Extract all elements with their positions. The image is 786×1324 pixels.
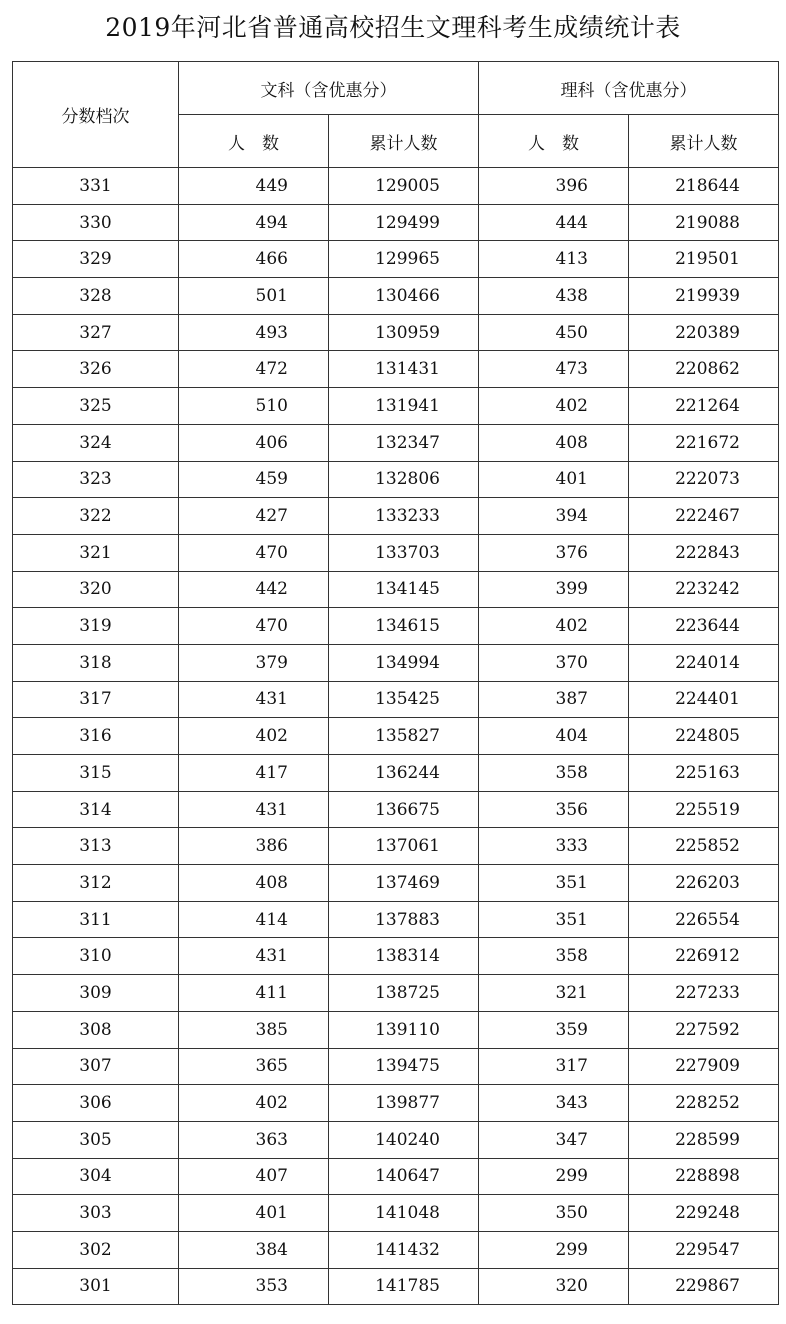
table-row xyxy=(13,498,779,535)
like-cumulative-cell: 227909 xyxy=(629,1048,779,1085)
like-count-cell: 450 xyxy=(479,314,629,351)
table-row xyxy=(13,938,779,975)
score-cell: 326 xyxy=(13,351,179,388)
table-row xyxy=(13,718,779,755)
table-row xyxy=(13,828,779,865)
score-cell: 305 xyxy=(13,1121,179,1158)
score-cell: 314 xyxy=(13,791,179,828)
like-count-cell: 351 xyxy=(479,901,629,938)
wenke-cumulative-cell: 139877 xyxy=(329,1085,479,1122)
score-cell: 302 xyxy=(13,1231,179,1268)
wenke-cumulative-cell: 132347 xyxy=(329,424,479,461)
like-cumulative-cell: 226203 xyxy=(629,865,779,902)
wenke-cumulative-header: 累计人数 xyxy=(329,115,479,168)
like-cumulative-cell: 219088 xyxy=(629,204,779,241)
like-cumulative-cell: 228599 xyxy=(629,1121,779,1158)
wenke-count-cell: 470 xyxy=(179,608,329,645)
wenke-cumulative-cell: 139110 xyxy=(329,1011,479,1048)
score-column-header: 分数档次 xyxy=(13,62,179,168)
like-cumulative-cell: 220862 xyxy=(629,351,779,388)
wenke-cumulative-cell: 135425 xyxy=(329,681,479,718)
like-count-cell: 438 xyxy=(479,278,629,315)
score-cell: 319 xyxy=(13,608,179,645)
wenke-cumulative-cell: 141432 xyxy=(329,1231,479,1268)
like-count-cell: 343 xyxy=(479,1085,629,1122)
score-cell: 315 xyxy=(13,755,179,792)
wenke-cumulative-cell: 129499 xyxy=(329,204,479,241)
table-row xyxy=(13,424,779,461)
like-cumulative-cell: 228252 xyxy=(629,1085,779,1122)
score-cell: 329 xyxy=(13,241,179,278)
wenke-count-cell: 493 xyxy=(179,314,329,351)
wenke-cumulative-cell: 134994 xyxy=(329,644,479,681)
table-row xyxy=(13,901,779,938)
wenke-cumulative-cell: 132806 xyxy=(329,461,479,498)
table-row xyxy=(13,865,779,902)
score-cell: 317 xyxy=(13,681,179,718)
like-count-cell: 399 xyxy=(479,571,629,608)
wenke-cumulative-cell: 137061 xyxy=(329,828,479,865)
score-cell: 313 xyxy=(13,828,179,865)
wenke-cumulative-cell: 131941 xyxy=(329,388,479,425)
wenke-count-cell: 466 xyxy=(179,241,329,278)
like-count-cell: 396 xyxy=(479,168,629,205)
like-cumulative-cell: 222843 xyxy=(629,534,779,571)
like-count-cell: 401 xyxy=(479,461,629,498)
wenke-count-cell: 379 xyxy=(179,644,329,681)
like-cumulative-cell: 220389 xyxy=(629,314,779,351)
like-cumulative-cell: 225519 xyxy=(629,791,779,828)
like-count-cell: 376 xyxy=(479,534,629,571)
table-row xyxy=(13,1011,779,1048)
score-cell: 307 xyxy=(13,1048,179,1085)
like-count-cell: 299 xyxy=(479,1158,629,1195)
wenke-count-cell: 431 xyxy=(179,681,329,718)
like-cumulative-cell: 226554 xyxy=(629,901,779,938)
wenke-cumulative-cell: 136244 xyxy=(329,755,479,792)
wenke-count-cell: 470 xyxy=(179,534,329,571)
score-cell: 306 xyxy=(13,1085,179,1122)
like-cumulative-cell: 222073 xyxy=(629,461,779,498)
like-count-cell: 387 xyxy=(479,681,629,718)
like-cumulative-header: 累计人数 xyxy=(629,115,779,168)
wenke-count-cell: 407 xyxy=(179,1158,329,1195)
table-row xyxy=(13,204,779,241)
page-title: 2019年河北省普通高校招生文理科考生成绩统计表 xyxy=(105,13,681,42)
score-statistics-table xyxy=(12,61,779,1305)
wenke-count-cell: 427 xyxy=(179,498,329,535)
wenke-count-cell: 431 xyxy=(179,791,329,828)
wenke-cumulative-cell: 137469 xyxy=(329,865,479,902)
wenke-count-cell: 402 xyxy=(179,718,329,755)
score-cell: 322 xyxy=(13,498,179,535)
like-cumulative-cell: 229248 xyxy=(629,1195,779,1232)
like-cumulative-cell: 224401 xyxy=(629,681,779,718)
wenke-cumulative-cell: 131431 xyxy=(329,351,479,388)
wenke-count-cell: 353 xyxy=(179,1268,329,1305)
like-cumulative-cell: 229547 xyxy=(629,1231,779,1268)
score-cell: 316 xyxy=(13,718,179,755)
like-cumulative-cell: 218644 xyxy=(629,168,779,205)
wenke-cumulative-cell: 139475 xyxy=(329,1048,479,1085)
wenke-cumulative-cell: 136675 xyxy=(329,791,479,828)
table-row xyxy=(13,278,779,315)
score-cell: 309 xyxy=(13,975,179,1012)
like-count-cell: 413 xyxy=(479,241,629,278)
like-cumulative-cell: 224014 xyxy=(629,644,779,681)
wenke-cumulative-cell: 138725 xyxy=(329,975,479,1012)
wenke-cumulative-cell: 141048 xyxy=(329,1195,479,1232)
wenke-count-cell: 406 xyxy=(179,424,329,461)
table-row xyxy=(13,534,779,571)
like-count-header: 人 数 xyxy=(479,115,629,168)
wenke-count-cell: 472 xyxy=(179,351,329,388)
score-cell: 327 xyxy=(13,314,179,351)
wenke-cumulative-cell: 141785 xyxy=(329,1268,479,1305)
score-cell: 331 xyxy=(13,168,179,205)
like-cumulative-cell: 219501 xyxy=(629,241,779,278)
table-row xyxy=(13,608,779,645)
score-cell: 312 xyxy=(13,865,179,902)
wenke-count-cell: 431 xyxy=(179,938,329,975)
table-row xyxy=(13,241,779,278)
wenke-cumulative-cell: 133233 xyxy=(329,498,479,535)
wenke-cumulative-cell: 133703 xyxy=(329,534,479,571)
score-cell: 310 xyxy=(13,938,179,975)
like-cumulative-cell: 227592 xyxy=(629,1011,779,1048)
like-count-cell: 473 xyxy=(479,351,629,388)
wenke-count-cell: 401 xyxy=(179,1195,329,1232)
like-count-cell: 333 xyxy=(479,828,629,865)
table-row xyxy=(13,1121,779,1158)
wenke-count-cell: 408 xyxy=(179,865,329,902)
wenke-count-cell: 442 xyxy=(179,571,329,608)
like-count-cell: 347 xyxy=(479,1121,629,1158)
wenke-count-cell: 411 xyxy=(179,975,329,1012)
wenke-count-header: 人 数 xyxy=(179,115,329,168)
like-count-cell: 299 xyxy=(479,1231,629,1268)
table-row xyxy=(13,1195,779,1232)
like-cumulative-cell: 226912 xyxy=(629,938,779,975)
table-row xyxy=(13,681,779,718)
score-cell: 303 xyxy=(13,1195,179,1232)
like-count-cell: 320 xyxy=(479,1268,629,1305)
like-cumulative-cell: 225852 xyxy=(629,828,779,865)
table-row xyxy=(13,791,779,828)
score-cell: 323 xyxy=(13,461,179,498)
wenke-count-cell: 384 xyxy=(179,1231,329,1268)
like-cumulative-cell: 229867 xyxy=(629,1268,779,1305)
table-row xyxy=(13,755,779,792)
like-count-cell: 317 xyxy=(479,1048,629,1085)
wenke-count-cell: 386 xyxy=(179,828,329,865)
score-cell: 330 xyxy=(13,204,179,241)
like-cumulative-cell: 223644 xyxy=(629,608,779,645)
wenke-group-header: 文科（含优惠分） xyxy=(179,62,479,115)
like-cumulative-cell: 221264 xyxy=(629,388,779,425)
like-cumulative-cell: 221672 xyxy=(629,424,779,461)
score-cell: 308 xyxy=(13,1011,179,1048)
wenke-cumulative-cell: 140647 xyxy=(329,1158,479,1195)
wenke-cumulative-cell: 138314 xyxy=(329,938,479,975)
score-cell: 324 xyxy=(13,424,179,461)
table-row xyxy=(13,975,779,1012)
like-count-cell: 321 xyxy=(479,975,629,1012)
table-row xyxy=(13,1048,779,1085)
table-row xyxy=(13,351,779,388)
like-cumulative-cell: 219939 xyxy=(629,278,779,315)
like-cumulative-cell: 227233 xyxy=(629,975,779,1012)
table-row xyxy=(13,1231,779,1268)
like-count-cell: 394 xyxy=(479,498,629,535)
wenke-count-cell: 510 xyxy=(179,388,329,425)
score-cell: 328 xyxy=(13,278,179,315)
like-cumulative-cell: 222467 xyxy=(629,498,779,535)
wenke-cumulative-cell: 135827 xyxy=(329,718,479,755)
like-count-cell: 408 xyxy=(479,424,629,461)
like-count-cell: 359 xyxy=(479,1011,629,1048)
wenke-count-cell: 385 xyxy=(179,1011,329,1048)
wenke-count-cell: 414 xyxy=(179,901,329,938)
like-count-cell: 404 xyxy=(479,718,629,755)
like-cumulative-cell: 223242 xyxy=(629,571,779,608)
like-count-cell: 358 xyxy=(479,755,629,792)
table-row xyxy=(13,168,779,205)
score-cell: 311 xyxy=(13,901,179,938)
table-row xyxy=(13,644,779,681)
score-cell: 321 xyxy=(13,534,179,571)
like-group-header: 理科（含优惠分） xyxy=(479,62,779,115)
wenke-cumulative-cell: 129005 xyxy=(329,168,479,205)
table-body xyxy=(13,168,779,1305)
wenke-cumulative-cell: 134615 xyxy=(329,608,479,645)
like-cumulative-cell: 224805 xyxy=(629,718,779,755)
wenke-count-cell: 459 xyxy=(179,461,329,498)
like-cumulative-cell: 228898 xyxy=(629,1158,779,1195)
like-count-cell: 356 xyxy=(479,791,629,828)
like-count-cell: 402 xyxy=(479,608,629,645)
wenke-count-cell: 501 xyxy=(179,278,329,315)
table-row xyxy=(13,1085,779,1122)
wenke-cumulative-cell: 129965 xyxy=(329,241,479,278)
score-cell: 325 xyxy=(13,388,179,425)
wenke-cumulative-cell: 130466 xyxy=(329,278,479,315)
like-cumulative-cell: 225163 xyxy=(629,755,779,792)
wenke-count-cell: 363 xyxy=(179,1121,329,1158)
wenke-count-cell: 417 xyxy=(179,755,329,792)
wenke-cumulative-cell: 130959 xyxy=(329,314,479,351)
score-cell: 318 xyxy=(13,644,179,681)
like-count-cell: 370 xyxy=(479,644,629,681)
score-cell: 301 xyxy=(13,1268,179,1305)
wenke-count-cell: 494 xyxy=(179,204,329,241)
table-row xyxy=(13,571,779,608)
like-count-cell: 402 xyxy=(479,388,629,425)
score-cell: 320 xyxy=(13,571,179,608)
table-row xyxy=(13,1268,779,1305)
table-row xyxy=(13,314,779,351)
wenke-cumulative-cell: 137883 xyxy=(329,901,479,938)
wenke-count-cell: 365 xyxy=(179,1048,329,1085)
table-row xyxy=(13,388,779,425)
wenke-cumulative-cell: 140240 xyxy=(329,1121,479,1158)
wenke-count-cell: 402 xyxy=(179,1085,329,1122)
table-row xyxy=(13,461,779,498)
score-cell: 304 xyxy=(13,1158,179,1195)
like-count-cell: 358 xyxy=(479,938,629,975)
like-count-cell: 444 xyxy=(479,204,629,241)
wenke-cumulative-cell: 134145 xyxy=(329,571,479,608)
like-count-cell: 351 xyxy=(479,865,629,902)
wenke-count-cell: 449 xyxy=(179,168,329,205)
like-count-cell: 350 xyxy=(479,1195,629,1232)
table-row xyxy=(13,1158,779,1195)
